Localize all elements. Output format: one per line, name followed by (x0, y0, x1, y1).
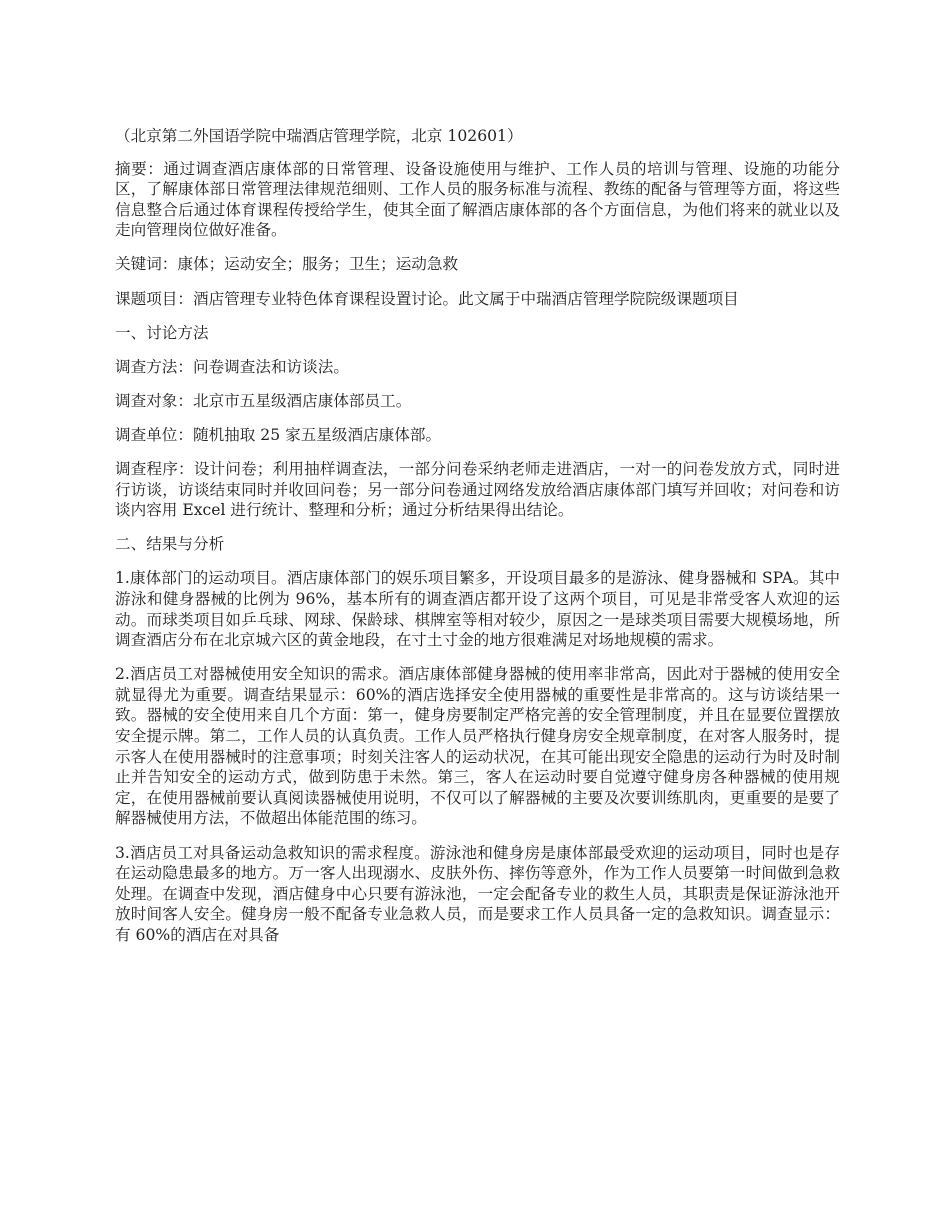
author-affiliation: （北京第二外国语学院中瑞酒店管理学院，北京 102601） (115, 127, 523, 145)
result-paragraph-2: 2.酒店员工对器械使用安全知识的需求。酒店康体部健身器械的使用率非常高，因此对于器械的使用安全就显得尤为重要。调查结果显示：60%的酒店选择安全使用器械的重要性是非常高的。这与访谈结果一致。器械的安全使用来自几个方面：第一，健身房要制定严格完善的安全管理制度，并且在显要位置摆放安全提示牌。第二，工作人员的认真负责。工作人员严格执行健身房安全规章制度，在对客人服务时，提示客人在使用器械时的注意事项；时刻关注客人的运动状况，在其可能出现安全隐患的运动行为时及时制止并告知安全的运动方式，做到防患于未然。第三，客人在运动时要自觉遵守健身房各种器械的使用规定，在使用器械前要认真阅读器械使用说明，不仅可以了解器械的主要及次要训练肌肉，更重要的是要了解器械使用方法，不做超出体能范围的练习。 (115, 665, 840, 828)
project-paragraph: 课题项目：酒店管理专业特色体育课程设置讨论。此文属于中瑞酒店管理学院院级课题项目 (115, 289, 739, 308)
procedure-paragraph: 调查程序：设计问卷；利用抽样调查法，一部分问卷采纳老师走进酒店，一对一的问卷发放方式，同时进行访谈，访谈结束同时并收回问卷；另一部分问卷通过网络发放给酒店康体部门填写并回收；对问卷和访谈内容用 Excel 进行统计、整理和分析；通过分析结果得出结论。 (115, 460, 840, 520)
method-paragraph: 调查方法：问卷调查法和访谈法。 (115, 357, 349, 376)
result-paragraph-1: 1.康体部门的运动项目。酒店康体部门的娱乐项目繁多，开设项目最多的是游泳、健身器械和 SPA。其中游泳和健身器械的比例为 96%，基本所有的调查酒店都开设了这两个项目，可见是非常受客人欢迎的运动。而球类项目如乒乓球、网球、保龄球、棋牌室等相对较少，原因之一是球类项目需要大规模场地，所调查酒店分布在北京城六区的黄金地段，在寸土寸金的地方很难满足对场地规模的需求。 (115, 569, 840, 650)
result-paragraph-3: 3.酒店员工对具备运动急救知识的需求程度。游泳池和健身房是康体部最受欢迎的运动项目，同时也是存在运动隐患最多的地方。万一客人出现溺水、皮肤外伤、摔伤等意外，作为工作人员要第一时间做到急救处理。在调查中发现，酒店健身中心只要有游泳池，一定会配备专业的救生人员，其职责是保证游泳池开放时间客人安全。健身房一般不配备专业急救人员，而是要求工作人员具备一定的急救知识。调查显示：有 60%的酒店在对具备 (115, 843, 840, 944)
subject-paragraph: 调查对象：北京市五星级酒店康体部员工。 (115, 391, 412, 410)
section-heading-methods: 一、讨论方法 (115, 323, 209, 342)
abstract-paragraph: 摘要：通过调查酒店康体部的日常管理、设备设施使用与维护、工作人员的培训与管理、设施的功能分区，了解康体部日常管理法律规范细则、工作人员的服务标准与流程、教练的配备与管理等方面，将这些信息整合后通过体育课程传授给学生，使其全面了解酒店康体部的各个方面信息，为他们将来的就业以及走向管理岗位做好准备。 (115, 159, 840, 240)
keywords-paragraph: 关键词：康体；运动安全；服务；卫生；运动急救 (115, 255, 459, 274)
section-heading-results: 二、结果与分析 (115, 535, 225, 554)
unit-paragraph: 调查单位：随机抽取 25 家五星级酒店康体部。 (115, 425, 442, 444)
document-page (115, 126, 840, 959)
